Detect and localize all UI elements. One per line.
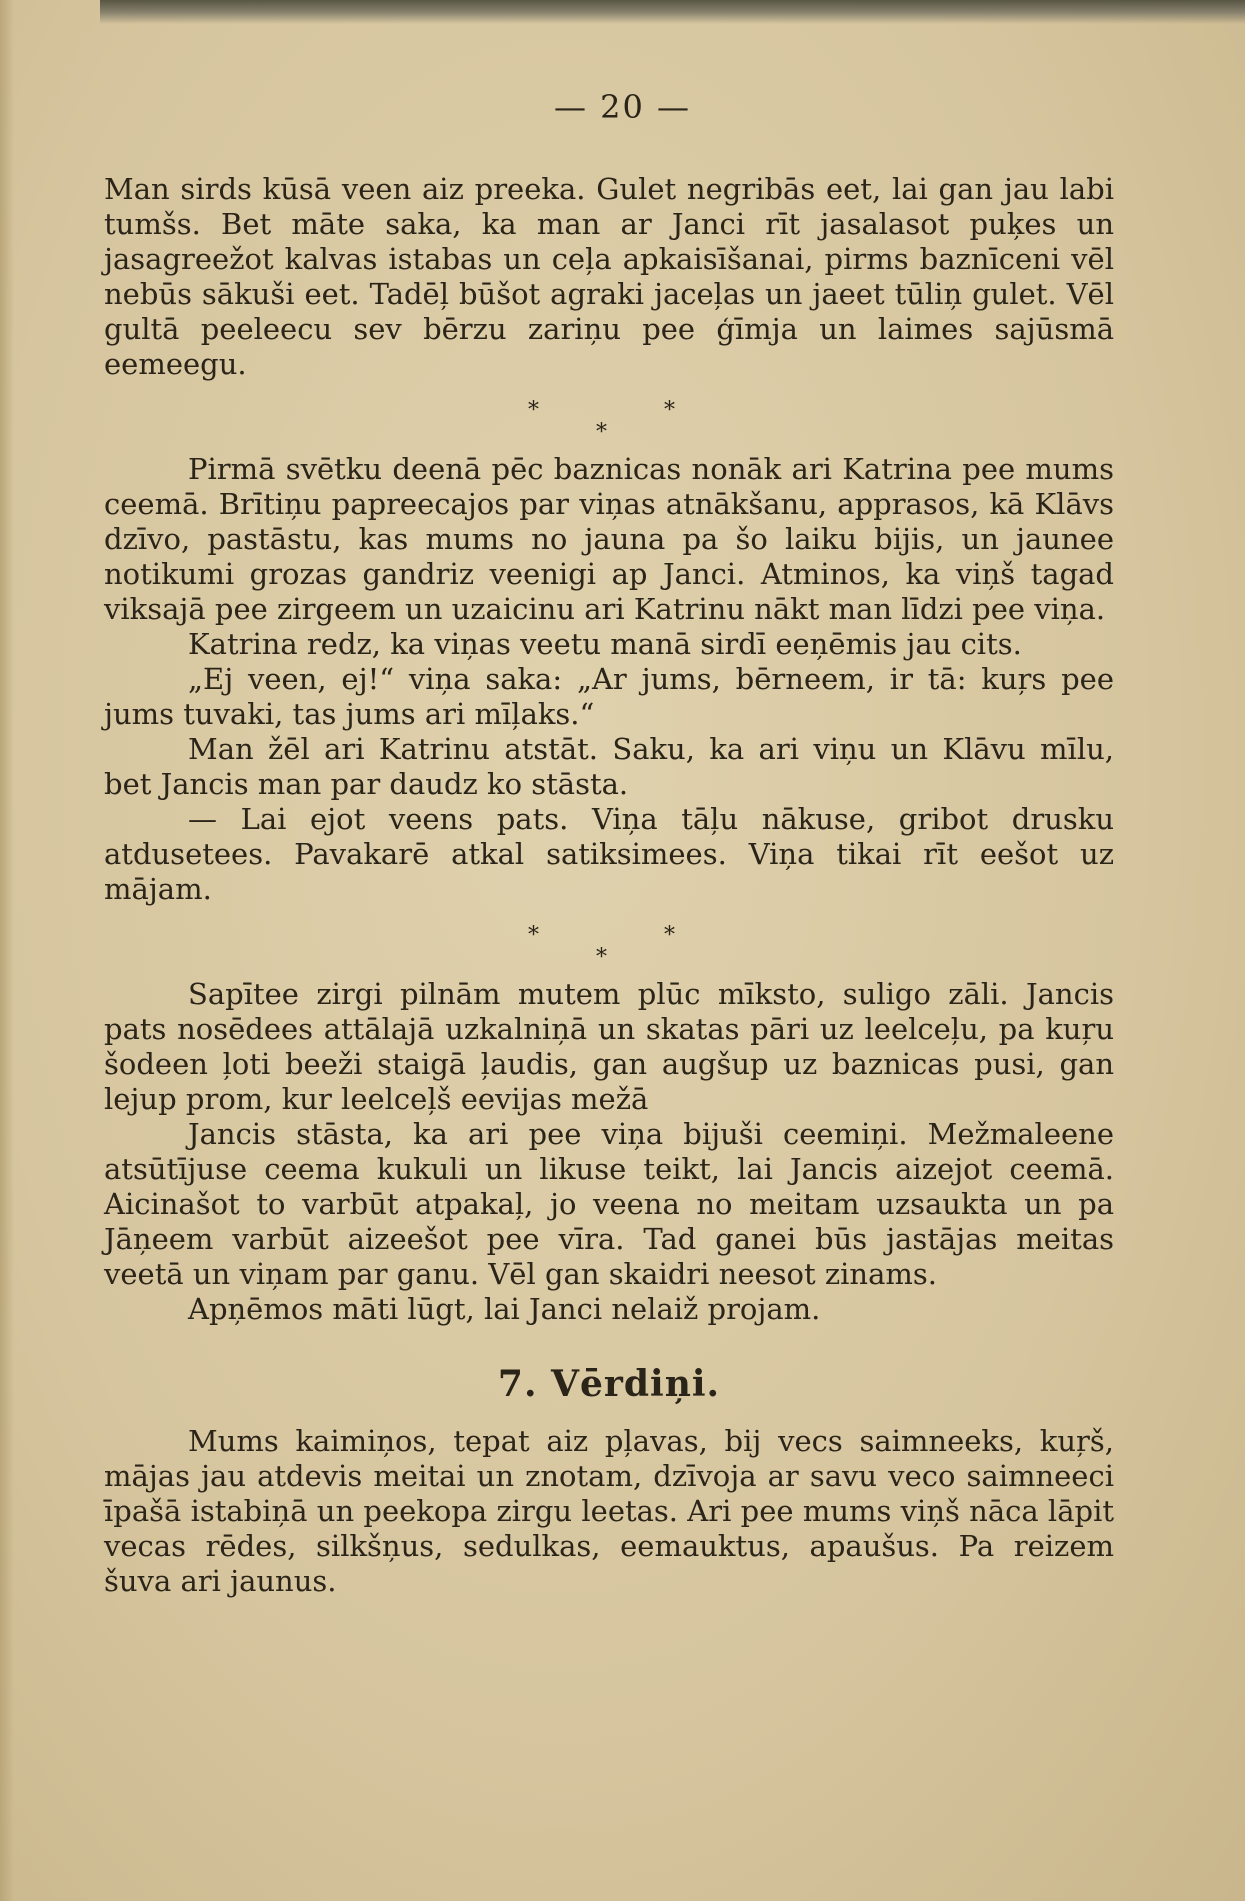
section-divider bbox=[104, 907, 1114, 977]
section-divider bbox=[104, 382, 1114, 452]
page-body bbox=[104, 172, 1114, 1599]
divider-star: * bbox=[664, 923, 675, 948]
page-left-edge bbox=[0, 0, 14, 1901]
page-top-edge bbox=[100, 0, 1245, 24]
paragraph: Man sirds kūsā veen aiz preeka. Gulet negribās eet, lai gan jau labi tumšs. Bet māte saka, ka man ar Janci rīt jasalasot puķes un jasagreežot kalvas istabas un ceļa apkaisīšanai, pirms baznīceni vēl nebūs sākuši eet. Tadēļ būšot agraki jaceļas un jaeet tūliņ gulet. Vēl gultā peeleecu sev bērzu zariņu pee ģīmja un laimes sajūsmā eemeegu. bbox=[104, 172, 1114, 381]
paragraph: „Ej veen, ej!“ viņa saka: „Ar jums, bērneem, ir tā: kuŗs pee jums tuvaki, tas jums ari mīļaks.“ bbox=[104, 662, 1114, 731]
paragraph: Pirmā svētku deenā pēc baznicas nonāk ari Katrina pee mums ceemā. Brītiņu papreecajos par viņas atnākšanu, apprasos, kā Klāvs dzīvo, pastāstu, kas mums no jauna pa šo laiku bijis, un jaunee notikumi grozas gandriz veenigi ap Janci. Atminos, ka viņš tagad viksajā pee zirgeem un uzaicinu ari Katrinu nākt man līdzi pee viņa. bbox=[104, 452, 1114, 626]
paragraph: Man žēl ari Katrinu atstāt. Saku, ka ari viņu un Klāvu mīlu, bet Jancis man par daudz ko stāsta. bbox=[104, 732, 1114, 801]
paragraph: Jancis stāsta, ka ari pee viņa bijuši ceemiņi. Mežmaleene atsūtījuse ceema kukuli un likuse teikt, lai Jancis aizejot ceemā. Aicinašot to varbūt atpakaļ, jo veena no meitam uzsaukta un pa Jāņeem varbūt aizeešot pee vīra. Tad ganei būs jastājas meitas veetā un viņam par ganu. Vēl gan skaidri neesot zinams. bbox=[104, 1117, 1114, 1291]
paragraph: Sapītee zirgi pilnām mutem plūc mīksto, suligo zāli. Jancis pats nosēdees attālajā uzkalniņā un skatas pāri uz leelceļu, pa kuŗu šodeen ļoti beeži staigā ļaudis, gan augšup uz baznicas pusi, gan lejup prom, kur leelceļš eevijas mežā bbox=[104, 977, 1114, 1116]
divider-star: * bbox=[528, 398, 539, 423]
chapter-heading: 7. Vērdiņi. bbox=[497, 1363, 721, 1405]
page-number: — 20 — bbox=[553, 88, 692, 126]
divider-star: * bbox=[664, 398, 675, 423]
paragraph: Mums kaimiņos, tepat aiz pļavas, bij vecs saimneeks, kuŗš, mājas jau atdevis meitai un znotam, dzīvoja ar savu veco saimneeci īpašā istabiņā un peekopa zirgu leetas. Ari pee mums viņš nāca lāpit vecas rēdes, silkšņus, sedulkas, eemauktus, apaušus. Pa reizem šuva ari jaunus. bbox=[104, 1424, 1114, 1598]
paragraph: Katrina redz, ka viņas veetu manā sirdī eeņēmis jau cits. bbox=[188, 627, 1022, 661]
divider-star: * bbox=[596, 945, 607, 970]
divider-star: * bbox=[596, 420, 607, 445]
paragraph: — Lai ejot veens pats. Viņa tāļu nākuse, gribot drusku atdusetees. Pavakarē atkal satiksimees. Viņa tikai rīt eešot uz mājam. bbox=[104, 802, 1114, 906]
paragraph: Apņēmos māti lūgt, lai Janci nelaiž projam. bbox=[188, 1292, 821, 1326]
divider-star: * bbox=[528, 923, 539, 948]
